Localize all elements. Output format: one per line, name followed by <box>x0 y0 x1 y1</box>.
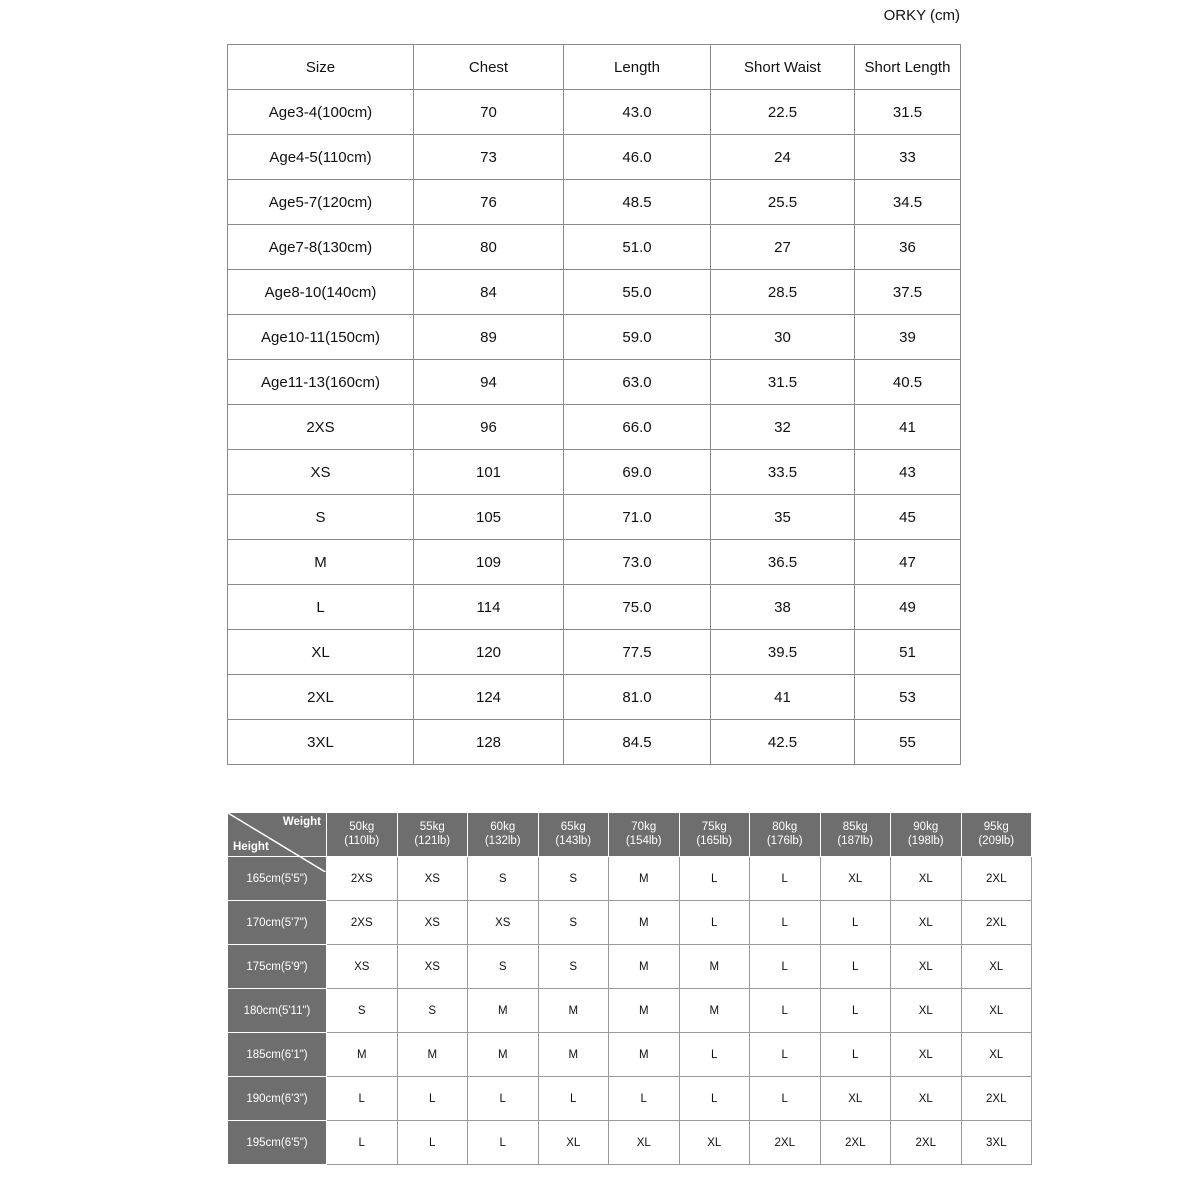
recommended-size-cell: M <box>609 945 680 989</box>
recommended-size-cell: 2XL <box>891 1121 962 1165</box>
size-measurement-cell: 124 <box>414 675 564 720</box>
recommended-size-cell: XS <box>327 945 398 989</box>
recommended-size-cell: XS <box>397 901 468 945</box>
recommended-size-cell: XL <box>609 1121 680 1165</box>
size-chart-column-header: Chest <box>414 45 564 90</box>
recommended-size-cell: S <box>538 857 609 901</box>
size-label-cell: M <box>228 540 414 585</box>
weight-lb-label: (143lb) <box>555 834 592 847</box>
weight-kg-label: 80kg <box>772 821 798 834</box>
height-weight-table <box>227 812 1032 1165</box>
weight-column-header <box>538 813 609 857</box>
table-row <box>228 630 961 675</box>
recommended-size-cell: L <box>468 1121 539 1165</box>
size-measurement-cell: 42.5 <box>711 720 855 765</box>
table-row <box>228 585 961 630</box>
size-measurement-cell: 43.0 <box>564 90 711 135</box>
size-measurement-cell: 114 <box>414 585 564 630</box>
table-row <box>228 675 961 720</box>
recommended-size-cell: S <box>468 945 539 989</box>
size-measurement-cell: 80 <box>414 225 564 270</box>
size-measurement-cell: 38 <box>711 585 855 630</box>
recommended-size-cell: L <box>609 1077 680 1121</box>
size-measurement-cell: 77.5 <box>564 630 711 675</box>
recommended-size-cell: L <box>679 857 750 901</box>
size-chart-column-header: Length <box>564 45 711 90</box>
weight-kg-label: 90kg <box>913 821 939 834</box>
size-measurement-cell: 37.5 <box>855 270 961 315</box>
recommended-size-cell: XL <box>891 989 962 1033</box>
size-label-cell: 3XL <box>228 720 414 765</box>
size-measurement-cell: 55 <box>855 720 961 765</box>
size-label-cell: XL <box>228 630 414 675</box>
size-measurement-cell: 40.5 <box>855 360 961 405</box>
height-row-header: 165cm(5'5") <box>228 857 327 901</box>
recommended-size-cell: L <box>679 1077 750 1121</box>
weight-kg-label: 50kg <box>349 821 375 834</box>
recommended-size-cell: XL <box>961 945 1032 989</box>
table-row <box>228 90 961 135</box>
table-row <box>228 495 961 540</box>
weight-column-header <box>468 813 539 857</box>
recommended-size-cell: M <box>609 989 680 1033</box>
weight-column-header <box>397 813 468 857</box>
size-label-cell: Age3-4(100cm) <box>228 90 414 135</box>
table-row <box>228 540 961 585</box>
size-label-cell: Age4-5(110cm) <box>228 135 414 180</box>
recommended-size-cell: XL <box>891 1077 962 1121</box>
size-measurement-cell: 39.5 <box>711 630 855 675</box>
size-measurement-cell: 89 <box>414 315 564 360</box>
table-row <box>228 720 961 765</box>
height-weight-table-container <box>227 812 1015 1165</box>
recommended-size-cell: XL <box>820 857 891 901</box>
recommended-size-cell: L <box>750 1077 821 1121</box>
size-measurement-cell: 81.0 <box>564 675 711 720</box>
weight-column-header <box>750 813 821 857</box>
table-row <box>228 405 961 450</box>
size-measurement-cell: 59.0 <box>564 315 711 360</box>
weight-kg-label: 60kg <box>490 821 516 834</box>
table-row <box>228 270 961 315</box>
size-measurement-cell: 109 <box>414 540 564 585</box>
recommended-size-cell: S <box>327 989 398 1033</box>
weight-lb-label: (110lb) <box>344 834 380 847</box>
size-measurement-cell: 105 <box>414 495 564 540</box>
size-label-cell: Age10-11(150cm) <box>228 315 414 360</box>
size-label-cell: 2XL <box>228 675 414 720</box>
weight-lb-label: (198lb) <box>907 834 944 847</box>
table-row <box>228 1121 1032 1165</box>
size-measurement-cell: 24 <box>711 135 855 180</box>
weight-lb-label: (132lb) <box>484 834 521 847</box>
weight-column-header <box>820 813 891 857</box>
size-measurement-cell: 48.5 <box>564 180 711 225</box>
size-measurement-cell: 71.0 <box>564 495 711 540</box>
table-row <box>228 315 961 360</box>
size-measurement-cell: 84.5 <box>564 720 711 765</box>
recommended-size-cell: XL <box>891 901 962 945</box>
table-row <box>228 360 961 405</box>
weight-column-header <box>327 813 398 857</box>
recommended-size-cell: 2XL <box>961 857 1032 901</box>
size-label-cell: Age11-13(160cm) <box>228 360 414 405</box>
size-label-cell: 2XS <box>228 405 414 450</box>
size-measurement-cell: 35 <box>711 495 855 540</box>
size-measurement-cell: 94 <box>414 360 564 405</box>
weight-axis-label: Weight <box>282 816 321 828</box>
size-measurement-cell: 28.5 <box>711 270 855 315</box>
weight-lb-label: (209lb) <box>978 834 1015 847</box>
weight-lb-label: (121lb) <box>414 834 451 847</box>
height-row-header: 185cm(6'1") <box>228 1033 327 1077</box>
weight-column-header <box>609 813 680 857</box>
recommended-size-cell: L <box>820 989 891 1033</box>
weight-kg-label: 95kg <box>983 821 1009 834</box>
recommended-size-cell: L <box>397 1077 468 1121</box>
recommended-size-cell: XL <box>679 1121 750 1165</box>
size-chart-header-row <box>228 45 961 90</box>
size-measurement-cell: 39 <box>855 315 961 360</box>
recommended-size-cell: 2XL <box>961 1077 1032 1121</box>
size-measurement-cell: 36.5 <box>711 540 855 585</box>
size-measurement-cell: 46.0 <box>564 135 711 180</box>
recommended-size-cell: XL <box>538 1121 609 1165</box>
size-chart-column-header: Size <box>228 45 414 90</box>
height-axis-label: Height <box>233 841 269 853</box>
weight-kg-label: 65kg <box>560 821 586 834</box>
size-measurement-cell: 41 <box>855 405 961 450</box>
recommended-size-cell: L <box>820 901 891 945</box>
recommended-size-cell: S <box>397 989 468 1033</box>
size-measurement-cell: 33.5 <box>711 450 855 495</box>
recommended-size-cell: M <box>538 989 609 1033</box>
size-chart-body <box>228 90 961 765</box>
recommended-size-cell: XL <box>891 945 962 989</box>
recommended-size-cell: S <box>538 901 609 945</box>
height-weight-body <box>228 857 1032 1165</box>
recommended-size-cell: M <box>679 989 750 1033</box>
weight-column-header <box>961 813 1032 857</box>
size-measurement-cell: 27 <box>711 225 855 270</box>
recommended-size-cell: XS <box>397 857 468 901</box>
recommended-size-cell: M <box>468 1033 539 1077</box>
size-measurement-cell: 70 <box>414 90 564 135</box>
weight-lb-label: (176lb) <box>766 834 803 847</box>
recommended-size-cell: L <box>750 945 821 989</box>
size-measurement-cell: 41 <box>711 675 855 720</box>
table-row <box>228 989 1032 1033</box>
table-row <box>228 1077 1032 1121</box>
size-measurement-cell: 75.0 <box>564 585 711 630</box>
table-row <box>228 1033 1032 1077</box>
size-measurement-cell: 31.5 <box>855 90 961 135</box>
recommended-size-cell: XL <box>891 1033 962 1077</box>
size-measurement-cell: 63.0 <box>564 360 711 405</box>
recommended-size-cell: XL <box>820 1077 891 1121</box>
weight-lb-label: (154lb) <box>625 834 662 847</box>
height-row-header: 180cm(5'11") <box>228 989 327 1033</box>
recommended-size-cell: M <box>468 989 539 1033</box>
size-measurement-cell: 32 <box>711 405 855 450</box>
size-measurement-cell: 66.0 <box>564 405 711 450</box>
size-measurement-cell: 69.0 <box>564 450 711 495</box>
size-measurement-cell: 47 <box>855 540 961 585</box>
size-measurement-cell: 101 <box>414 450 564 495</box>
size-measurement-cell: 73.0 <box>564 540 711 585</box>
table-row <box>228 901 1032 945</box>
recommended-size-cell: L <box>750 901 821 945</box>
size-measurement-cell: 76 <box>414 180 564 225</box>
recommended-size-cell: S <box>538 945 609 989</box>
recommended-size-cell: L <box>679 901 750 945</box>
size-measurement-cell: 53 <box>855 675 961 720</box>
unit-caption: ORKY (cm) <box>883 7 960 24</box>
size-measurement-cell: 22.5 <box>711 90 855 135</box>
recommended-size-cell: L <box>750 857 821 901</box>
size-measurement-cell: 51.0 <box>564 225 711 270</box>
recommended-size-cell: S <box>468 857 539 901</box>
recommended-size-cell: 2XL <box>750 1121 821 1165</box>
recommended-size-cell: L <box>327 1121 398 1165</box>
recommended-size-cell: L <box>750 989 821 1033</box>
table-row <box>228 450 961 495</box>
weight-kg-label: 70kg <box>631 821 657 834</box>
size-chart-table-container <box>227 44 960 765</box>
height-row-header: 190cm(6'3") <box>228 1077 327 1121</box>
table-row <box>228 135 961 180</box>
table-row <box>228 945 1032 989</box>
size-measurement-cell: 73 <box>414 135 564 180</box>
recommended-size-cell: 2XS <box>327 901 398 945</box>
recommended-size-cell: XL <box>961 989 1032 1033</box>
size-measurement-cell: 43 <box>855 450 961 495</box>
recommended-size-cell: L <box>750 1033 821 1077</box>
recommended-size-cell: M <box>609 1033 680 1077</box>
size-label-cell: Age8-10(140cm) <box>228 270 414 315</box>
size-label-cell: Age5-7(120cm) <box>228 180 414 225</box>
recommended-size-cell: 2XL <box>820 1121 891 1165</box>
size-measurement-cell: 128 <box>414 720 564 765</box>
size-label-cell: Age7-8(130cm) <box>228 225 414 270</box>
weight-kg-label: 85kg <box>842 821 868 834</box>
size-measurement-cell: 34.5 <box>855 180 961 225</box>
size-measurement-cell: 30 <box>711 315 855 360</box>
recommended-size-cell: XL <box>891 857 962 901</box>
weight-column-header <box>679 813 750 857</box>
size-measurement-cell: 84 <box>414 270 564 315</box>
recommended-size-cell: XS <box>397 945 468 989</box>
recommended-size-cell: M <box>397 1033 468 1077</box>
recommended-size-cell: 2XS <box>327 857 398 901</box>
recommended-size-cell: L <box>468 1077 539 1121</box>
recommended-size-cell: L <box>679 1033 750 1077</box>
recommended-size-cell: M <box>327 1033 398 1077</box>
table-row <box>228 225 961 270</box>
table-row <box>228 857 1032 901</box>
height-row-header: 175cm(5'9") <box>228 945 327 989</box>
recommended-size-cell: L <box>820 945 891 989</box>
recommended-size-cell: M <box>609 901 680 945</box>
size-chart-column-header: Short Waist <box>711 45 855 90</box>
weight-kg-label: 75kg <box>701 821 727 834</box>
weight-lb-label: (187lb) <box>837 834 874 847</box>
recommended-size-cell: XS <box>468 901 539 945</box>
size-measurement-cell: 33 <box>855 135 961 180</box>
size-measurement-cell: 49 <box>855 585 961 630</box>
size-measurement-cell: 25.5 <box>711 180 855 225</box>
recommended-size-cell: 2XL <box>961 901 1032 945</box>
height-weight-header-row <box>228 813 1032 857</box>
height-row-header: 195cm(6'5") <box>228 1121 327 1165</box>
size-measurement-cell: 55.0 <box>564 270 711 315</box>
size-measurement-cell: 45 <box>855 495 961 540</box>
size-chart-column-header: Short Length <box>855 45 961 90</box>
weight-lb-label: (165lb) <box>696 834 733 847</box>
recommended-size-cell: L <box>820 1033 891 1077</box>
recommended-size-cell: M <box>679 945 750 989</box>
recommended-size-cell: M <box>609 857 680 901</box>
recommended-size-cell: XL <box>961 1033 1032 1077</box>
recommended-size-cell: L <box>538 1077 609 1121</box>
recommended-size-cell: M <box>538 1033 609 1077</box>
weight-column-header <box>891 813 962 857</box>
size-measurement-cell: 51 <box>855 630 961 675</box>
size-measurement-cell: 31.5 <box>711 360 855 405</box>
size-measurement-cell: 36 <box>855 225 961 270</box>
size-chart-table <box>227 44 961 765</box>
recommended-size-cell: 3XL <box>961 1121 1032 1165</box>
size-measurement-cell: 96 <box>414 405 564 450</box>
recommended-size-cell: L <box>397 1121 468 1165</box>
recommended-size-cell: L <box>327 1077 398 1121</box>
size-label-cell: L <box>228 585 414 630</box>
table-row <box>228 180 961 225</box>
height-row-header: 170cm(5'7") <box>228 901 327 945</box>
size-label-cell: XS <box>228 450 414 495</box>
size-measurement-cell: 120 <box>414 630 564 675</box>
size-label-cell: S <box>228 495 414 540</box>
axis-corner-cell <box>228 813 327 857</box>
weight-kg-label: 55kg <box>419 821 445 834</box>
